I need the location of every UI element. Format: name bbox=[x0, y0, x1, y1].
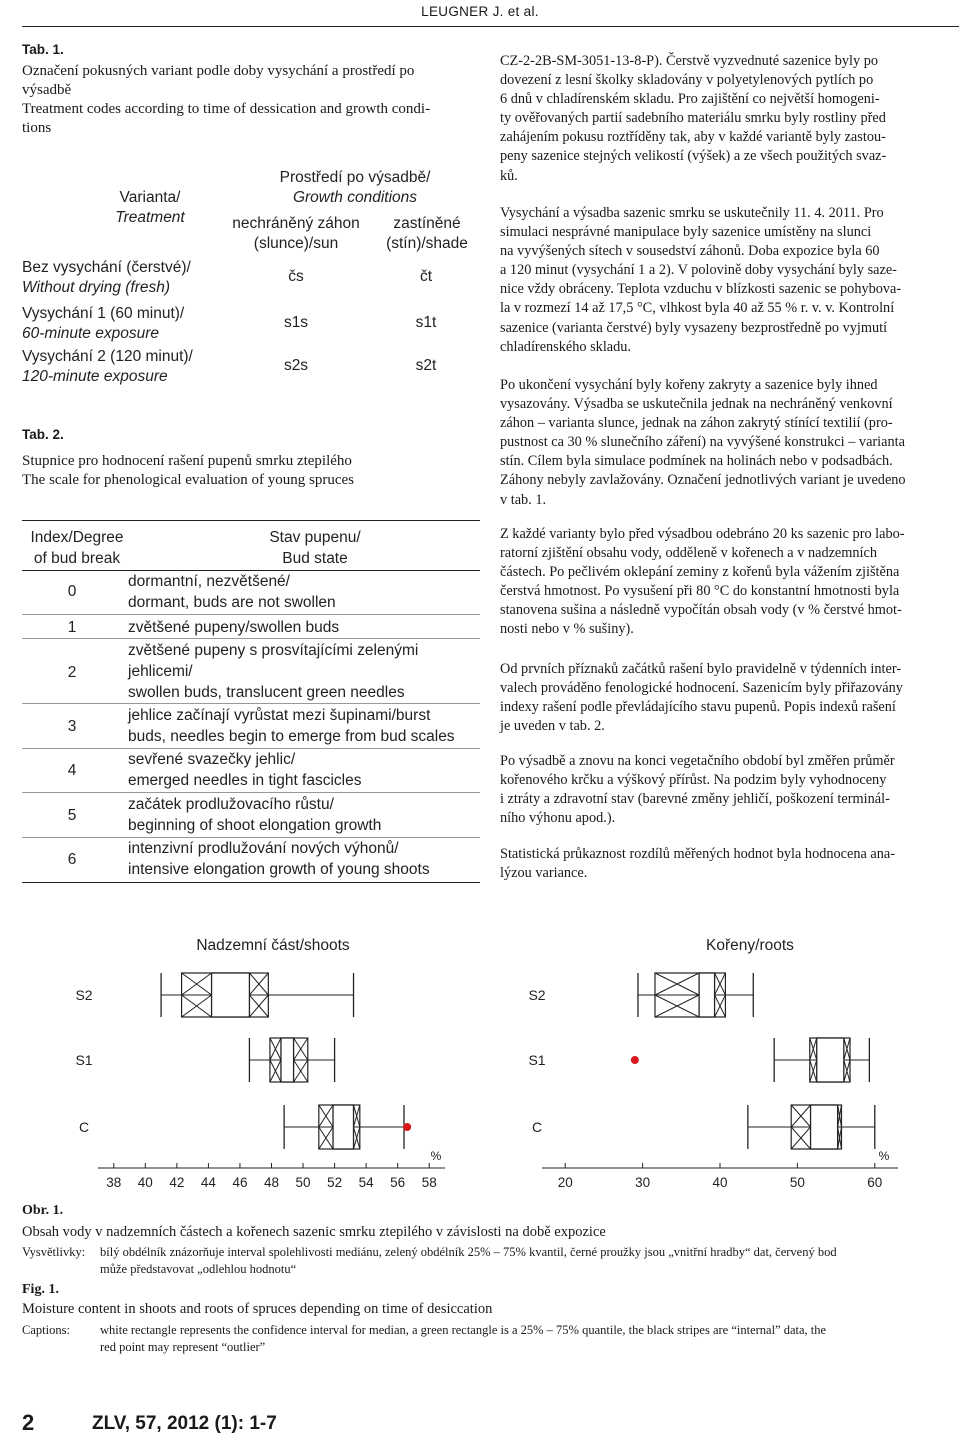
table2-label: Tab. 2. bbox=[22, 427, 64, 442]
category-label: S1 bbox=[75, 1052, 93, 1068]
table1-cell: čs bbox=[288, 268, 304, 285]
journal-ref: ZLV, 57, 2012 (1): 1-7 bbox=[92, 1413, 277, 1434]
x-tick-label: 46 bbox=[232, 1175, 248, 1190]
x-tick-label: 50 bbox=[295, 1175, 311, 1190]
text-paragraph: Po ukončení vysychání byly kořeny zakryty a sazenice byly ihned vysazovány. Výsadba se uskutečnila jednak na nechráněný venkovní záhon – varianta slunce, jednak na záhon zakrytý stínící textilií (pro- pustnost ca 30 % slunečního záření) na vyvýšené konstrukci – varianta stín. Cílem byla simulace podmínek na holinách nebo v podsadbách. Záhony nebyly zavlažovány. Označení jednotlivých variant je uvedeno v tab. 1. bbox=[500, 377, 906, 508]
text-paragraph: Po výsadbě a znovu na konci vegetačního období byl změřen průměr kořenového krčku a výškový přírůst. Na podzim byly vyhodnoceny i ztráty a zdravotní stav (barevné změny jehličí, poškození terminál- ního výhonu apod.). bbox=[500, 753, 895, 827]
median-ci-box bbox=[817, 1038, 844, 1082]
vysvetlivky-text-2: může představovat „odlehlou hodnotu“ bbox=[100, 1262, 297, 1276]
table2-header-state: Stav pupenu/ Bud state bbox=[269, 529, 361, 567]
table2-index: 3 bbox=[67, 718, 77, 735]
x-tick-label: 30 bbox=[635, 1175, 651, 1190]
table1-label: Tab. 1. bbox=[22, 42, 64, 57]
x-tick-label: 60 bbox=[867, 1175, 883, 1190]
table1-header-shade: zastíněné (stín)/shade bbox=[386, 215, 468, 252]
vysvetlivky-text-1: bílý obdélník znázorňuje interval spolehlivosti mediánu, zelený obdélník 25% – 75% kvantil, černé proužky jsou „vnitřní hradby“ dat, červený bod bbox=[100, 1245, 837, 1259]
table2-index: 5 bbox=[67, 807, 77, 824]
x-tick-label: 54 bbox=[358, 1175, 374, 1190]
table2-index: 2 bbox=[67, 664, 77, 681]
x-tick-label: 56 bbox=[390, 1175, 406, 1190]
captions-text-2: red point may represent “outlier” bbox=[100, 1340, 266, 1354]
table2-row-rule bbox=[22, 792, 480, 793]
obr-caption: Obsah vody v nadzemních částech a kořenech sazenic smrku ztepilého v závislosti na době expozice bbox=[22, 1224, 606, 1240]
chart-title: Nadzemní část/shoots bbox=[196, 937, 350, 954]
x-tick-label: 48 bbox=[263, 1175, 280, 1190]
captions-text-1: white rectangle represents the confidence interval for median, a green rectangle is a 25% – 75% quantile, the black stripes are “internal” data, the bbox=[100, 1323, 827, 1337]
x-tick-label: 40 bbox=[137, 1175, 153, 1190]
table1-row-fresh: Bez vysychání (čerstvé)/ Without drying (fresh) bbox=[22, 259, 191, 296]
median-ci-box bbox=[333, 1105, 354, 1149]
fig-caption: Moisture content in shoots and roots of spruces depending on time of desiccation bbox=[22, 1301, 493, 1317]
obr-label: Obr. 1. bbox=[22, 1203, 64, 1218]
median-ci-box bbox=[699, 973, 714, 1017]
category-label: S1 bbox=[528, 1052, 546, 1068]
category-label: S2 bbox=[75, 987, 93, 1003]
text-paragraph: CZ-2-2B-SM-3051-13-8-P). Čerstvě vyzvednuté sazenice byly po dovezení z lesní školky skladovány v polyetylenových pytlích po 6 dnů v chladírenském skladu. Pro zajištění co největší homogeni- ty ověřovaných partií sadebního materiálu smrku byly rostliny před zahájením pokusu roztříděny tak, aby v každé variantě byly zastou- peny sazenice stejných velikostí (výšek) a ze všech použitých svaz- ků. bbox=[500, 53, 887, 184]
category-label: S2 bbox=[528, 987, 546, 1003]
table1-cell: s2t bbox=[415, 357, 437, 374]
table2-row-rule bbox=[22, 614, 480, 615]
chart-title: Kořeny/roots bbox=[706, 937, 794, 954]
vysvetlivky-label: Vysvětlivky: bbox=[22, 1245, 86, 1259]
outlier-point bbox=[403, 1123, 411, 1131]
text-paragraph: Od prvních příznaků začátků rašení bylo pravidelně v týdenních inter- valech prováděno fenologické hodnocení. Sazenicím byly přiřazovány indexy rašení podle převládajícího stavu pupenů. Popis indexů rašení je uveden v tab. 2. bbox=[500, 661, 903, 735]
table2-row-rule bbox=[22, 703, 480, 704]
x-tick-label: 58 bbox=[421, 1175, 437, 1190]
median-ci-box bbox=[281, 1038, 294, 1082]
x-tick-label: 52 bbox=[327, 1175, 343, 1190]
text-paragraph: Statistická průkaznost rozdílů měřených hodnot byla hodnocena ana- lýzou variance. bbox=[500, 846, 896, 882]
fig-label: Fig. 1. bbox=[22, 1282, 59, 1297]
category-label: C bbox=[78, 1119, 90, 1135]
table1-caption-line: Treatment codes according to time of dessication and growth condi- bbox=[22, 101, 431, 117]
table1-caption-line: Označení pokusných variant podle doby vysychání a prostředí po bbox=[22, 63, 415, 79]
table1-cell: čt bbox=[419, 268, 433, 285]
category-label: C bbox=[531, 1119, 543, 1135]
text-paragraph: Z každé varianty bylo před výsadbou odebráno 20 ks sazenic pro labo- ratorní zjištění obsahu vody, odděleně v kořenech a v nadzemních částech. Po pečlivém oklepání zeminy z kořenů byla vážením zjištěna čerstvá hmotnost. Po vysušení při 80 °C do konstantní hmotnosti byla stanovena sušina a následně vypočítán obsah vody (v % čerstvé hmot- nosti nebo v % sušiny). bbox=[500, 526, 905, 638]
table1 bbox=[0, 0, 480, 400]
x-tick-label: 42 bbox=[169, 1175, 185, 1190]
table1-caption-line: výsadbě bbox=[22, 82, 72, 98]
boxplot-figure bbox=[0, 920, 960, 1200]
captions-label: Captions: bbox=[22, 1323, 70, 1337]
table2-header-index: Index/Degree of bud break bbox=[30, 529, 124, 567]
table2-index: 0 bbox=[67, 583, 77, 600]
x-tick-label: 44 bbox=[200, 1175, 216, 1190]
running-head: LEUGNER J. et al. bbox=[421, 4, 539, 19]
x-tick-label: 38 bbox=[106, 1175, 122, 1190]
x-tick-label: 20 bbox=[557, 1175, 573, 1190]
x-tick-label: 40 bbox=[712, 1175, 728, 1190]
table1-header-sun: nechráněný záhon (slunce)/sun bbox=[232, 215, 360, 252]
table2-top-rule bbox=[22, 520, 480, 521]
table2-index: 4 bbox=[67, 762, 77, 779]
x-tick-label: 50 bbox=[789, 1175, 805, 1190]
x-axis-unit: % bbox=[878, 1149, 890, 1163]
table1-caption-line: tions bbox=[22, 120, 52, 136]
table1-row-60: Vysychání 1 (60 minut)/ 60-minute exposure bbox=[22, 305, 185, 342]
table1-header-variant: Varianta/ Treatment bbox=[115, 189, 185, 226]
table1-row-120: Vysychání 2 (120 minut)/ 120-minute exposure bbox=[22, 348, 193, 385]
median-ci-box bbox=[811, 1105, 838, 1149]
table2-row-rule bbox=[22, 638, 480, 639]
table2-index: 6 bbox=[67, 851, 77, 868]
outlier-point bbox=[631, 1056, 639, 1064]
page-number: 2 bbox=[22, 1410, 35, 1435]
table1-cell: s2s bbox=[283, 357, 309, 374]
x-axis-unit: % bbox=[430, 1149, 442, 1163]
table2-index: 1 bbox=[67, 619, 77, 636]
table1-cell: s1s bbox=[283, 314, 309, 331]
table2-caption-line: Stupnice pro hodnocení rašení pupenů smrku ztepilého bbox=[22, 453, 352, 469]
table2-bottom-rule bbox=[22, 882, 480, 883]
table1-header-env: Prostředí po výsadbě/ Growth conditions bbox=[279, 169, 431, 206]
table2-caption-line: The scale for phenological evaluation of young spruces bbox=[22, 472, 354, 488]
table2-caption bbox=[22, 452, 354, 490]
median-ci-box bbox=[212, 973, 250, 1017]
table1-cell: s1t bbox=[415, 314, 437, 331]
text-paragraph: Vysychání a výsadba sazenic smrku se uskutečnily 11. 4. 2011. Pro simulaci nesprávné manipulace byly sazenice umístěny na slunci na vyvýšených sítech v sousedství záhonů. Doba expozice byla 60 a 120 minut (vysychání 1 a 2). V polovině doby vysychání byly saze- nice vždy obráceny. Teplota vzduchu v blízkosti sazenic se pohybova- la v rozmezí 14 až 17,5 °C, vlhkost byla 40 až 55 % r. v. v. Kontrolní sazenice (varianta čerstvé) byly vysazeny bezprostředně po vyjmutí chladírenského skladu. bbox=[500, 205, 902, 355]
